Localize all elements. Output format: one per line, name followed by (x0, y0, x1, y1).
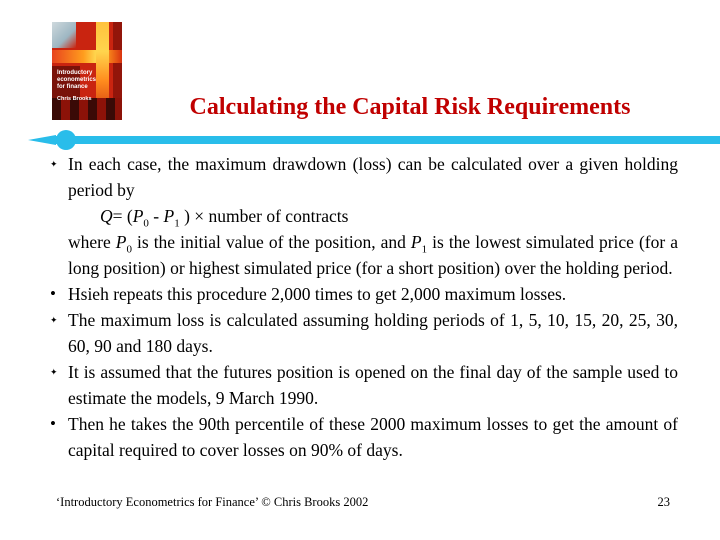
where-p0: P (115, 232, 127, 252)
star-bullet-icon: ✦ (50, 159, 58, 169)
dot-bullet-icon: • (50, 284, 56, 303)
bullet-item-2-text: Hsieh repeats this procedure 2,000 times to get 2,000 maximum losses. (68, 284, 567, 304)
formula-p0-sub: 0 (143, 217, 149, 230)
formula-minus: - (148, 206, 164, 226)
where-pre: where (68, 232, 116, 252)
star-bullet-icon: ✦ (50, 367, 58, 377)
accent-line-decor (0, 128, 720, 152)
where-paragraph (52, 229, 678, 281)
bullet-item-1 (52, 151, 678, 203)
book-cover-corner-decor (52, 22, 76, 48)
star-bullet-icon: ✦ (50, 315, 58, 325)
bullet-item-2 (52, 281, 678, 307)
bullet-item-4 (52, 359, 678, 411)
dot-bullet-icon: • (50, 414, 56, 433)
book-cover-cross-horizontal (52, 50, 122, 63)
formula-line (52, 203, 678, 229)
where-post: is the lowest simulated price (for a long position) or highest simulated price (for a short position) over the holding period. (68, 232, 678, 278)
formula-q: Q (100, 206, 113, 226)
slide-title: Calculating the Capital Risk Requirements (189, 94, 631, 121)
bullet-item-1-text: In each case, the maximum drawdown (loss) can be calculated over a given holding period by (68, 154, 678, 200)
book-cover-author: Chris Brooks (57, 96, 92, 102)
bullet-item-4-text: It is assumed that the futures position is opened on the final day of the sample used to estimate the models, 9 March 1990. (68, 362, 678, 408)
where-p0-sub: 0 (126, 243, 132, 256)
where-p1-sub: 1 (421, 243, 428, 256)
footer-attribution: ‘Introductory Econometrics for Finance’ © Chris Brooks 2002 (56, 495, 369, 509)
formula-rhs: ) × number of contracts (179, 206, 349, 226)
formula-p1: P (163, 206, 175, 226)
book-cover-thumbnail (52, 22, 122, 120)
formula-eq: = ( (112, 206, 133, 226)
bullet-item-3 (52, 307, 678, 359)
where-p1: P (410, 232, 422, 252)
slide-body (52, 151, 678, 463)
formula-p0: P (132, 206, 144, 226)
where-mid: is the initial value of the position, and (131, 232, 411, 252)
bullet-item-5-text: Then he takes the 90th percentile of these 2000 maximum losses to get the amount of capital required to cover losses on 90% of days. (68, 414, 678, 460)
bullet-item-3-text: The maximum loss is calculated assuming holding periods of 1, 5, 10, 15, 20, 25, 30, 60, 90 and 180 days. (68, 310, 678, 356)
bullet-item-5 (52, 411, 678, 463)
page-number: 23 (657, 495, 670, 509)
formula-p1-sub: 1 (174, 217, 180, 230)
book-cover-title: Introductory econometrics for finance (57, 70, 97, 90)
